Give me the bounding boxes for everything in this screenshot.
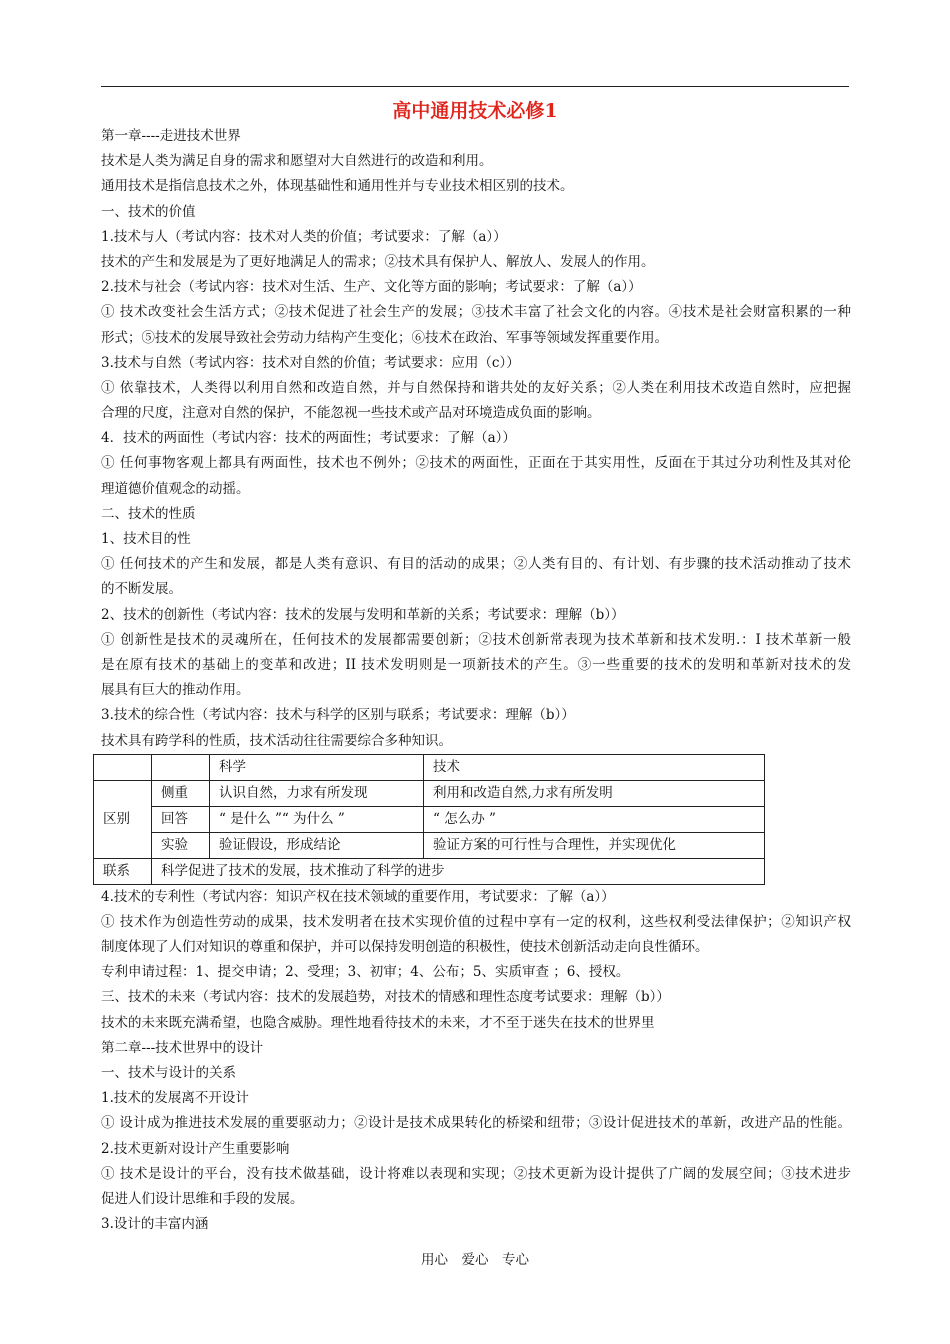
text-line: 三、技术的未来（考试内容：技术的发展趋势，对技术的情感和理性态度考试要求：理解（b）） <box>101 989 670 1006</box>
document-body <box>101 124 851 1237</box>
table-aspect: 回答 <box>152 806 210 832</box>
text-line: 3.设计的丰富内涵 <box>101 1216 209 1233</box>
text-line: ① 技术是设计的平台，没有技术做基础，设计将难以表现和实现；②技术更新为设计提供了广阔的发展空间；③技术进步 <box>101 1165 851 1182</box>
table-aspect: 侧重 <box>152 780 210 806</box>
table-science-cell: 认识自然，力求有所发现 <box>210 780 424 806</box>
text-line: 第二章---技术世界中的设计 <box>101 1039 264 1056</box>
text-line: ① 技术作为创造性劳动的成果，技术发明者在技术实现价值的过程中享有一定的权利，这些权利受法律保护；②知识产权 <box>101 913 851 930</box>
body-section-bottom <box>101 885 851 1238</box>
text-line: 2、技术的创新性（考试内容：技术的发展与发明和革新的关系；考试要求：理解（b）） <box>101 606 625 623</box>
body-section-top <box>101 124 851 754</box>
text-line: 3.技术与自然（考试内容：技术对自然的价值；考试要求：应用（c）） <box>101 354 520 371</box>
text-line: 技术是人类为满足自身的需求和愿望对大自然进行的改造和利用。 <box>101 153 493 170</box>
text-line: 一、技术的价值 <box>101 203 196 220</box>
table-header-row <box>94 754 765 780</box>
text-line: 1.技术与人（考试内容：技术对人类的价值；考试要求：了解（a）） <box>101 228 507 245</box>
text-line: 2.技术与社会（考试内容：技术对生活、生产、文化等方面的影响；考试要求：了解（a）） <box>101 279 642 296</box>
text-line: 技术的产生和发展是为了更好地满足人的需求；②技术具有保护人、解放人、发展人的作用。 <box>101 253 655 270</box>
text-line: ① 任何事物客观上都具有两面性，技术也不例外；②技术的两面性，正面在于其实用性，反面在于其过分功利性及其对伦 <box>101 455 851 472</box>
text-line: 促进人们设计思维和手段的发展。 <box>101 1190 304 1207</box>
text-line: 二、技术的性质 <box>101 505 196 522</box>
table-aspect: 实验 <box>152 832 210 858</box>
text-line: 技术具有跨学科的性质，技术活动往往需要综合多种知识。 <box>101 732 452 749</box>
text-line: 2.技术更新对设计产生重要影响 <box>101 1140 290 1157</box>
text-line: 合理的尺度，注意对自然的保护，不能忽视一些技术或产品对环境造成负面的影响。 <box>101 405 601 422</box>
text-line: 技术的未来既充满希望，也隐含威胁。理性地看待技术的未来，才不至于迷失在技术的世界里 <box>101 1014 655 1031</box>
science-technology-table <box>93 754 765 885</box>
table-row <box>94 780 765 806</box>
table-cell-empty <box>152 754 210 780</box>
text-line: 4.技术的专利性（考试内容：知识产权在技术领域的重要作用，考试要求：了解（a）） <box>101 888 615 905</box>
table-link-text: 科学促进了技术的发展，技术推动了科学的进步 <box>152 858 765 884</box>
text-line: ① 设计成为推进技术发展的重要驱动力；②设计是技术成果转化的桥梁和纽带；③设计促进技术的革新，改进产品的性能。 <box>101 1115 851 1132</box>
table-link-row <box>94 858 765 884</box>
text-line: ① 任何技术的产生和发展，都是人类有意识、有目的活动的成果；②人类有目的、有计划、有步骤的技术活动推动了技术 <box>101 556 851 573</box>
text-line: 1.技术的发展离不开设计 <box>101 1090 249 1107</box>
text-line: 第一章----走进技术世界 <box>101 128 241 144</box>
header-rule <box>101 86 849 87</box>
table-technology-cell: 验证方案的可行性与合理性，并实现优化 <box>424 832 765 858</box>
table-cell-empty <box>94 754 152 780</box>
table-diff-label: 区别 <box>94 780 152 858</box>
text-line: 展具有巨大的推动作用。 <box>101 682 250 699</box>
table-link-label: 联系 <box>94 858 152 884</box>
text-line: 一、技术与设计的关系 <box>101 1065 236 1081</box>
text-line: ① 技术改变社会生活方式；②技术促进了社会生产的发展；③技术丰富了社会文化的内容。④技术是社会财富积累的一种 <box>101 304 851 321</box>
page-footer: 用心 爱心 专心 <box>421 1252 529 1268</box>
table-row <box>94 806 765 832</box>
table-header-science: 科学 <box>210 754 424 780</box>
text-line: 的不断发展。 <box>101 581 182 598</box>
document-title: 高中通用技术必修1 <box>392 100 558 122</box>
text-line: 通用技术是指信息技术之外，体现基础性和通用性并与专业技术相区别的技术。 <box>101 178 574 195</box>
text-line: 3.技术的综合性（考试内容：技术与科学的区别与联系；考试要求：理解（b）） <box>101 707 575 724</box>
table-technology-cell: “ 怎么办 ” <box>424 806 765 832</box>
text-line: ① 创新性是技术的灵魂所在，任何技术的发展都需要创新；②技术创新常表现为技术革新和技术发明.：I 技术革新一般 <box>101 631 851 648</box>
table-row <box>94 832 765 858</box>
text-line: 形式；⑤技术的发展导致社会劳动力结构产生变化；⑥技术在政治、军事等领域发挥重要作用。 <box>101 329 668 346</box>
text-line: 4．技术的两面性（考试内容：技术的两面性；考试要求：了解（a）） <box>101 430 516 447</box>
text-line: 制度体现了人们对知识的尊重和保护，并可以保持发明创造的积极性，使技术创新活动走向良性循环。 <box>101 939 709 956</box>
text-line: 是在原有技术的基础上的变革和改进；II 技术发明则是一项新技术的产生。③一些重要的技术的发明和革新对技术的发 <box>101 656 851 673</box>
text-line: 理道德价值观念的动摇。 <box>101 480 250 497</box>
table-science-cell: 验证假设，形成结论 <box>210 832 424 858</box>
table-technology-cell: 利用和改造自然,力求有所发明 <box>424 780 765 806</box>
text-line: ① 依靠技术，人类得以利用自然和改造自然，并与自然保持和谐共处的友好关系；②人类在利用技术改造自然时，应把握 <box>101 379 851 396</box>
table-science-cell: “ 是什么 ”“ 为什么 ” <box>210 806 424 832</box>
table-header-technology: 技术 <box>424 754 765 780</box>
text-line: 专利申请过程：1、提交申请；2、受理；3、初审；4、公布；5、实质审查 ；6、授权。 <box>101 964 630 981</box>
text-line: 1、技术目的性 <box>101 531 191 547</box>
